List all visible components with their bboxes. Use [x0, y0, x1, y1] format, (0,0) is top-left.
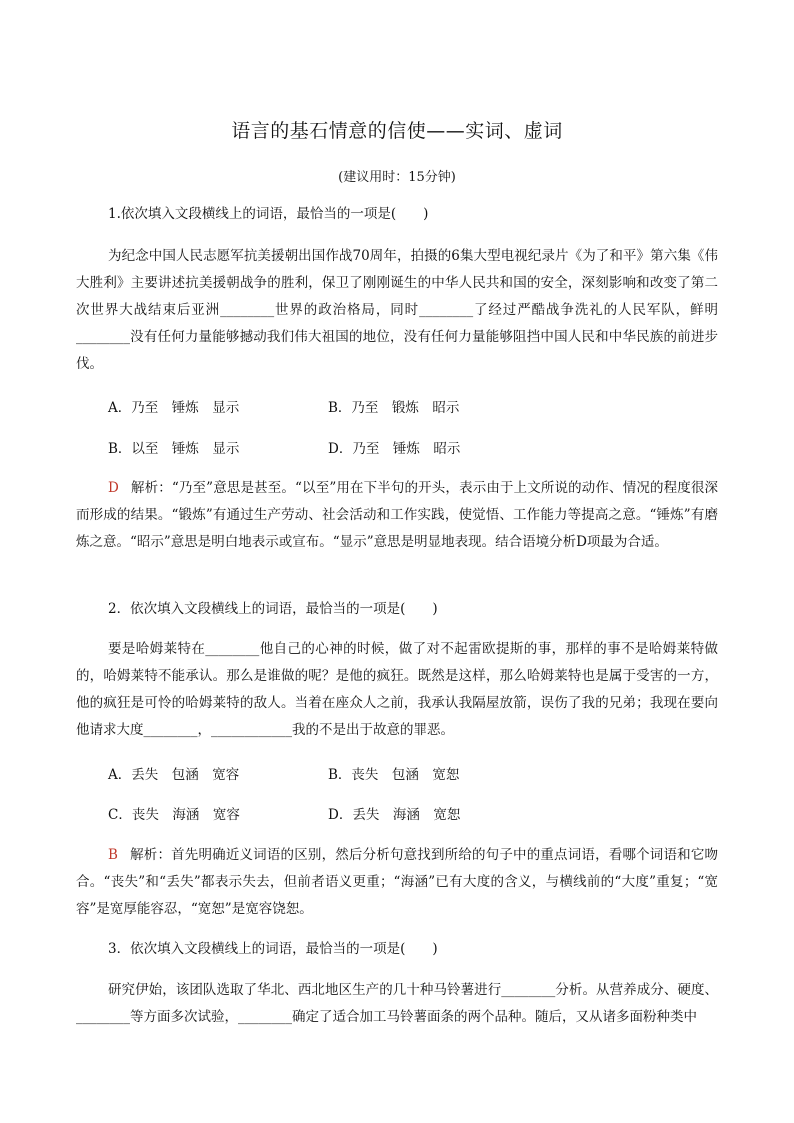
- question-2-option-b: B．丧失 包涵 宽恕: [328, 767, 460, 783]
- question-1-option-b: B．乃至 锻炼 昭示: [328, 400, 460, 416]
- question-1-analysis-text: 解析：“乃至”意思是甚至。“以至”用在下半句的开头，表示由于上文所说的动作、情况的程度很深而形成的结果。“锻炼”有通过生产劳动、社会活动和工作实践，使觉悟、工作能力等提高之意。“锤炼”有磨炼之意。“昭示”意思是明白地表示或宣布。“显示”意思是明显地表现。结合语境分析D项最为合适。: [76, 480, 718, 550]
- page-title: 语言的基石情意的信使——实词、虚词: [231, 120, 563, 142]
- question-2-option-d: D．丢失 海涵 宽恕: [328, 807, 461, 823]
- question-1-answer: D: [108, 480, 119, 496]
- question-2-stem: 2．依次填入文段横线上的词语，最恰当的一项是( ): [108, 601, 438, 617]
- question-2-option-c: C．丧失 海涵 宽容: [108, 807, 240, 823]
- question-2-option-a: A．丢失 包涵 宽容: [108, 767, 240, 783]
- question-3-passage: 研究伊始，该团队选取了华北、西北地区生产的几十种马铃薯进行________分析。从营养成分、硬度、________等方面多次试验，________确定了适合加工马铃薯面条的两个品种。随后，又从诸多面粉种类中: [76, 982, 718, 1025]
- question-1-option-d: D．乃至 锤炼 昭示: [328, 441, 461, 457]
- question-2-answer: B: [108, 847, 118, 863]
- question-2-analysis: [76, 842, 718, 923]
- question-1-option-c: B．以至 锤炼 显示: [108, 441, 240, 457]
- question-1-analysis: [76, 475, 718, 556]
- question-3-stem: 3．依次填入文段横线上的词语，最恰当的一项是( ): [108, 941, 438, 957]
- question-1-stem: 1.依次填入文段横线上的词语，最恰当的一项是( ): [108, 206, 429, 222]
- question-1-option-a: A．乃至 锤炼 显示: [108, 400, 240, 416]
- time-suggestion: (建议用时：15分钟): [338, 170, 456, 185]
- question-1-passage: 为纪念中国人民志愿军抗美援朝出国作战70周年，拍摄的6集大型电视纪录片《为了和平》第六集《伟大胜利》主要讲述抗美援朝战争的胜利，保卫了刚刚诞生的中华人民共和国的安全，深刻影响和改变了第二次世界大战结束后亚洲________世界的政治格局，同时________了经过严酷战争洗礼的人民军队，鲜明________没有任何力量能够撼动我们伟大祖国的地位，没有任何力量能够阻挡中国人民和中华民族的前进步伐。: [76, 248, 718, 372]
- question-2-passage: 要是哈姆莱特在________他自己的心神的时候，做了对不起雷欧提斯的事，那样的事不是哈姆莱特做的，哈姆莱特不能承认。那么是谁做的呢？是他的疯狂。既然是这样，那么哈姆莱特也是属于受害的一方，他的疯狂是可怜的哈姆莱特的敌人。当着在座众人之前，我承认我隔屋放箭，误伤了我的兄弟；我现在要向他请求大度________，____________我的不是出于故意的罪恶。: [76, 641, 718, 738]
- question-2-analysis-text: 解析：首先明确近义词语的区别，然后分析句意找到所给的句子中的重点词语，看哪个词语和它吻合。“丧失”和“丢失”都表示失去，但前者语义更重；“海涵”已有大度的含义，与横线前的“大度”重复；“宽容”是宽厚能容忍，“宽恕”是宽容饶恕。: [76, 847, 718, 917]
